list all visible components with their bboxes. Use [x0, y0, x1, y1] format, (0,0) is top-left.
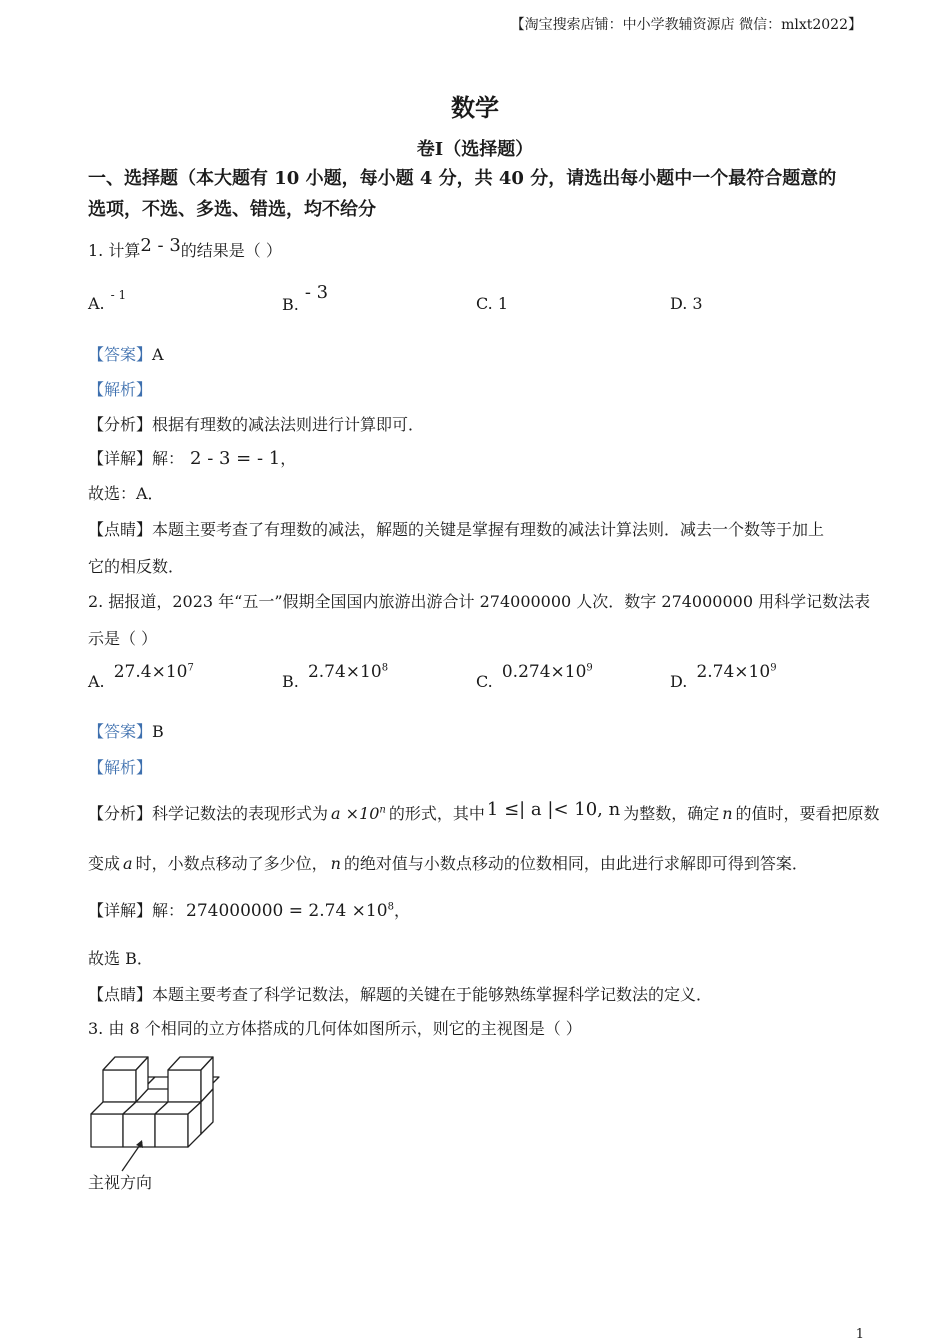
q1-option-a: A. $^{- 1}$ [88, 288, 127, 313]
q1-option-d: D. 3 [670, 294, 703, 313]
q2-fenxi-line2: 变成 a 时，小数点移动了多少位， n 的绝对值与小数点移动的位数相同，由此进行求解即可得到答案． [88, 854, 808, 873]
q1-analysis-tag: 【解析】 [88, 380, 153, 399]
q2-conclusion: 故选 B． [88, 949, 153, 968]
q1-dianjing-line1: 【点睛】本题主要考查了有理数的减法，解题的关键是掌握有理数的减法计算法则．减去一个数等于加上 [88, 520, 825, 539]
page-number: 1 [855, 1327, 864, 1342]
q1-dianjing-line2: 它的相反数． [88, 557, 185, 576]
q1-fenxi: 【分析】根据有理数的减法法则进行计算即可． [88, 415, 425, 434]
q2-option-d: D. $2.74\times 10^9$ [670, 662, 777, 691]
q2-analysis-tag: 【解析】 [88, 758, 153, 777]
question-2-line1: 2. 据报道，2023 年“五一”假期全国国内旅游出游合计 274000000 人次．数字 274000000 用科学记数法表 [88, 592, 871, 611]
question-3: 3. 由 8 个相同的立方体搭成的几何体如图所示，则它的主视图是（ ） [88, 1019, 582, 1038]
q2-option-b: B. $2.74\times 10^8$ [282, 662, 389, 691]
section-heading-line1: 一、选择题（本大题有 10 小题，每小题 4 分，共 40 分，请选出每小题中一个最符合题意的 [88, 168, 837, 189]
q2-fenxi-line1: 【分析】科学记数法的表现形式为 $a \times 10^n$ 的形式，其中 1 ≤| a |< 10, n 为整数，确定 n 的值时，要看把原数 [88, 799, 880, 823]
figure-label: 主视方向 [88, 1173, 153, 1192]
q2-dianjing: 【点睛】本题主要考查了科学记数法，解题的关键在于能够熟练掌握科学记数法的定义． [88, 985, 713, 1004]
q1-option-c: C. 1 [476, 294, 509, 313]
page-subtitle: 卷Ⅰ（选择题） [416, 139, 534, 160]
q1-conclusion: 故选：A． [88, 484, 164, 503]
question-1: 1. 计算2 - 3的结果是（ ） [88, 235, 282, 260]
q1-xiangjie: 【详解】解： 2 - 3 = - 1， [88, 448, 297, 469]
q1-option-b: B.- 3 [282, 282, 329, 314]
cube-figure [84, 1050, 224, 1200]
q2-answer: 【答案】B [88, 722, 164, 741]
section-heading-line2: 选项，不选、多选、错选，均不给分 [88, 199, 376, 220]
page-header: 【淘宝搜索店铺：中小学教辅资源店 微信：mlxt2022】 [510, 17, 862, 33]
q2-option-c: C. $0.274\times 10^9$ [476, 662, 593, 691]
question-2-line2: 示是（ ） [88, 629, 158, 648]
q2-xiangjie: 【详解】解： $274000000 = 2.74 \times 10^8$， [88, 901, 410, 921]
page-title: 数学 [451, 93, 499, 122]
q2-option-a: A. $27.4\times 10^7$ [88, 662, 194, 691]
q1-answer: 【答案】A [88, 345, 164, 364]
